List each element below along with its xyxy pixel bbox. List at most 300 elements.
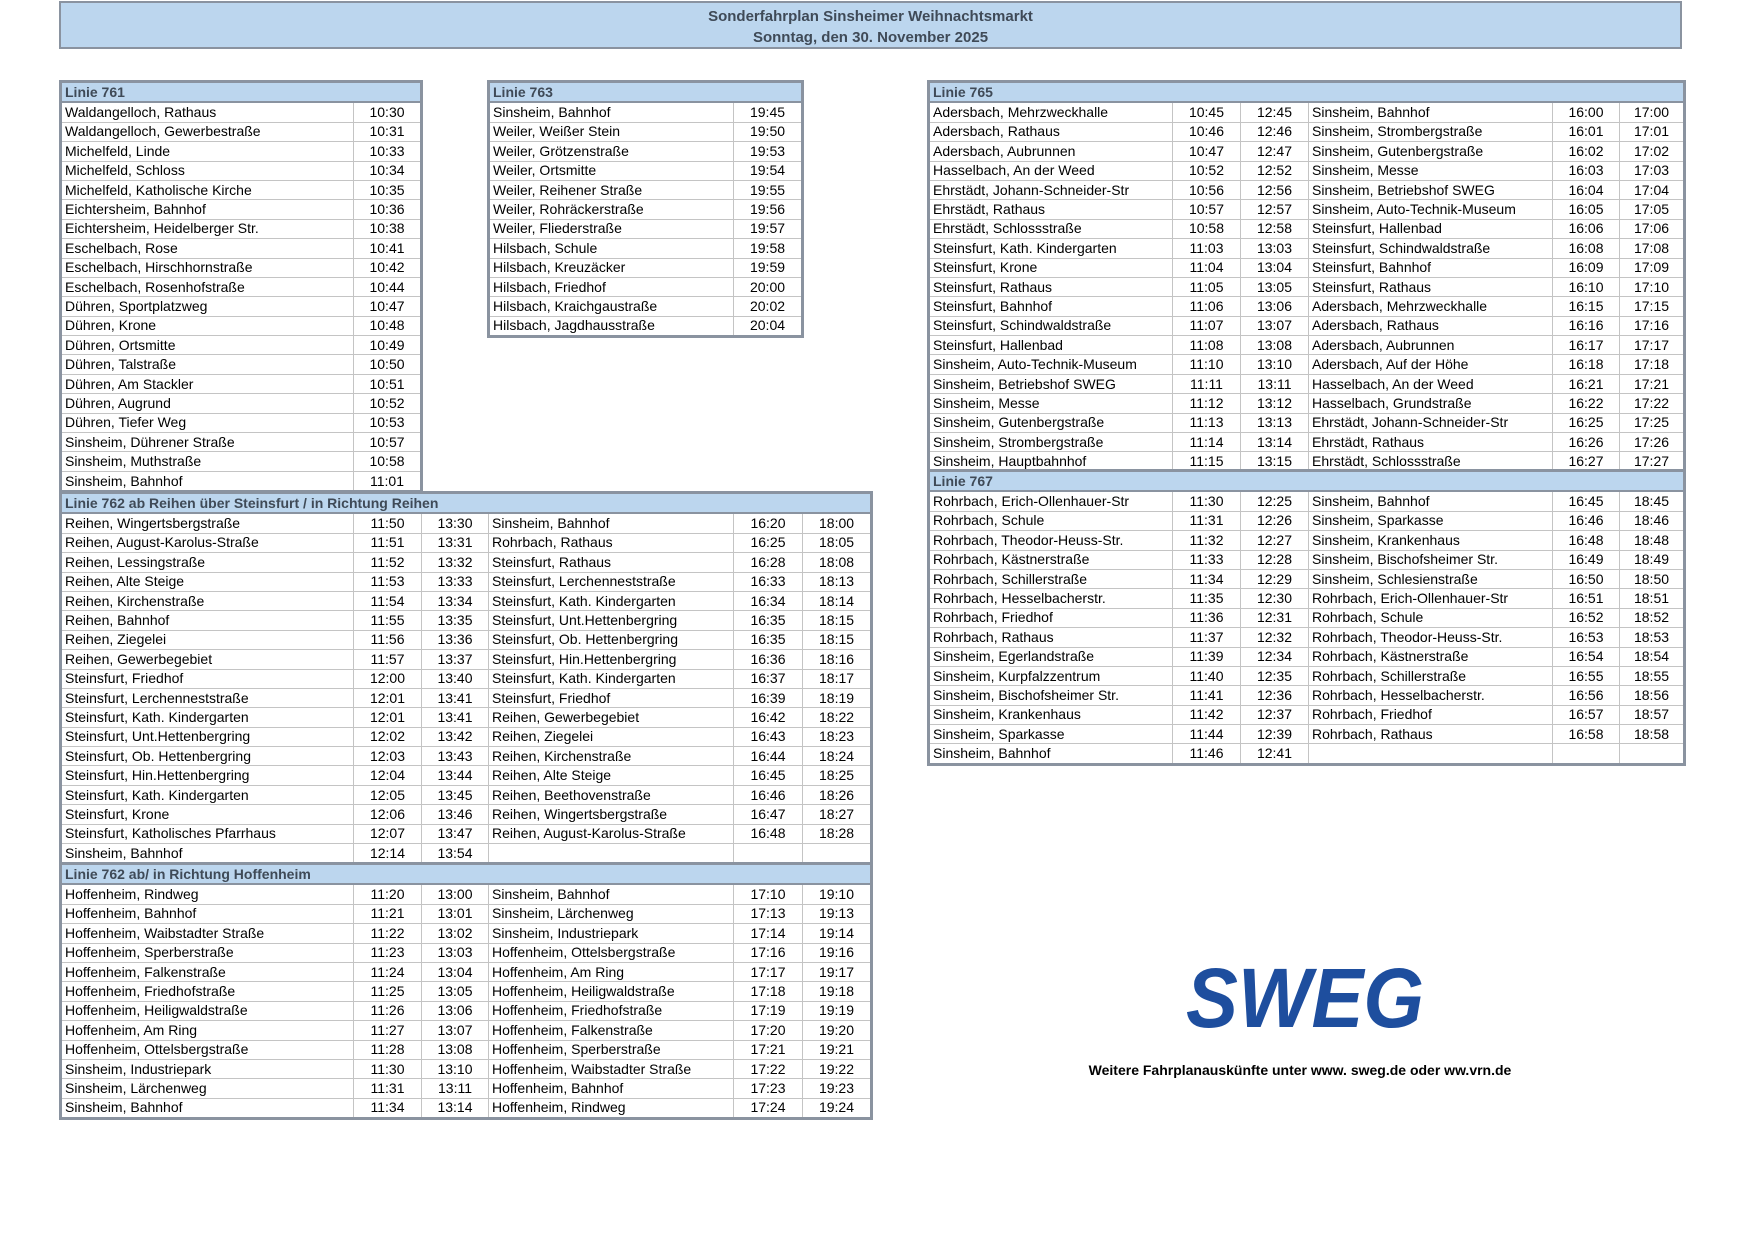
departure-time [734,844,803,864]
departure-time: 13:46 [422,805,489,824]
departure-time: 18:28 [803,824,872,843]
table-row [929,316,1685,335]
table-row [929,180,1685,199]
departure-time: 16:34 [734,591,803,610]
departure-time: 18:14 [803,591,872,610]
departure-time: 18:55 [1620,666,1685,685]
stop-name: Rohrbach, Schule [1309,608,1553,627]
departure-time: 18:46 [1620,511,1685,530]
departure-time: 18:22 [803,708,872,727]
departure-time: 18:13 [803,572,872,591]
departure-time: 11:22 [354,924,422,943]
stop-name: Dühren, Ortsmitte [61,336,354,355]
stop-name: Hoffenheim, Heiligwaldstraße [61,1001,354,1020]
departure-time: 16:46 [734,785,803,804]
departure-time: 17:24 [734,1098,803,1118]
departure-time: 12:04 [354,766,422,785]
table-title: Linie 765 [929,82,1685,103]
departure-time: 11:06 [1173,297,1241,316]
stop-name: Ehrstädt, Rathaus [929,200,1173,219]
departure-time: 10:31 [354,122,422,141]
stop-name: Sinsheim, Betriebshof SWEG [1309,180,1553,199]
departure-time: 18:17 [803,669,872,688]
departure-time: 19:45 [734,102,803,122]
departure-time: 10:56 [1173,180,1241,199]
table-row [489,102,803,122]
departure-time: 12:05 [354,785,422,804]
stop-name: Steinsfurt, Kath. Kindergarten [61,785,354,804]
table-row [61,336,422,355]
departure-time: 11:24 [354,962,422,981]
departure-time: 12:00 [354,669,422,688]
stop-name: Hoffenheim, Waibstadter Straße [489,1059,734,1078]
table-header-row [61,864,872,885]
departure-time: 10:48 [354,316,422,335]
stop-name: Steinsfurt, Schindwaldstraße [929,316,1173,335]
stop-name: Sinsheim, Strombergstraße [929,433,1173,452]
departure-time: 16:20 [734,513,803,533]
departure-time: 13:02 [422,924,489,943]
stop-name: Sinsheim, Gutenbergstraße [1309,142,1553,161]
departure-time: 10:50 [354,355,422,374]
stop-name: Sinsheim, Krankenhaus [1309,531,1553,550]
departure-time: 13:44 [422,766,489,785]
stop-name: Weiler, Rohräckerstraße [489,200,734,219]
departure-time: 17:14 [734,924,803,943]
stop-name: Hoffenheim, Bahnhof [61,904,354,923]
stop-name: Waldangelloch, Rathaus [61,102,354,122]
departure-time: 10:33 [354,142,422,161]
departure-time: 16:54 [1553,647,1620,666]
stop-name: Ehrstädt, Rathaus [1309,433,1553,452]
departure-time: 17:16 [734,943,803,962]
stop-name: Dühren, Augrund [61,394,354,413]
table-row [489,161,803,180]
departure-time: 18:08 [803,553,872,572]
departure-time: 12:37 [1241,705,1309,724]
departure-time: 13:43 [422,747,489,766]
stop-name: Hoffenheim, Am Ring [489,962,734,981]
departure-time: 11:27 [354,1021,422,1040]
stop-name: Steinsfurt, Friedhof [61,669,354,688]
stop-name: Rohrbach, Schillerstraße [1309,666,1553,685]
departure-time: 17:25 [1620,413,1685,432]
departure-time: 11:31 [354,1079,422,1098]
stop-name: Sinsheim, Bahnhof [1309,491,1553,511]
departure-time: 12:07 [354,824,422,843]
departure-time: 18:19 [803,688,872,707]
departure-time: 10:51 [354,374,422,393]
table-row [929,355,1685,374]
table-row [61,844,872,864]
departure-time: 13:03 [1241,239,1309,258]
departure-time: 16:49 [1553,550,1620,569]
table-row [929,550,1685,569]
stop-name: Weiler, Weißer Stein [489,122,734,141]
table-row [929,258,1685,277]
departure-time: 16:27 [1553,452,1620,472]
departure-time: 17:18 [1620,355,1685,374]
table-row [929,161,1685,180]
table-row [929,433,1685,452]
departure-time: 19:56 [734,200,803,219]
departure-time: 13:47 [422,824,489,843]
stop-name: Hasselbach, An der Weed [1309,374,1553,393]
departure-time: 19:59 [734,258,803,277]
stop-name: Sinsheim, Bischofsheimer Str. [1309,550,1553,569]
departure-time: 10:58 [1173,219,1241,238]
stop-name: Dühren, Am Stackler [61,374,354,393]
departure-time: 11:39 [1173,647,1241,666]
table-row [61,904,872,923]
stop-name: Sinsheim, Schlesienstraße [1309,569,1553,588]
departure-time: 19:53 [734,142,803,161]
table-row [489,297,803,316]
departure-time: 18:51 [1620,589,1685,608]
stop-name: Steinsfurt, Hallenbad [1309,219,1553,238]
stop-name: Sinsheim, Sparkasse [1309,511,1553,530]
departure-time: 20:04 [734,316,803,336]
departure-time: 17:10 [734,884,803,904]
stop-name: Reihen, Kirchenstraße [489,747,734,766]
departure-time: 13:42 [422,727,489,746]
departure-time [803,844,872,864]
stop-name: Ehrstädt, Johann-Schneider-Str [929,180,1173,199]
departure-time: 12:02 [354,727,422,746]
stop-name: Hoffenheim, Waibstadter Straße [61,924,354,943]
table-row [61,824,872,843]
stop-name: Hoffenheim, Bahnhof [489,1079,734,1098]
departure-time: 12:03 [354,747,422,766]
stop-name: Steinsfurt, Kath. Kindergarten [489,591,734,610]
stop-name: Sinsheim, Bahnhof [61,844,354,864]
departure-time: 11:25 [354,982,422,1001]
table-title: Linie 762 ab/ in Richtung Hoffenheim [61,864,872,885]
stop-name: Weiler, Reihener Straße [489,180,734,199]
departure-time: 11:35 [1173,589,1241,608]
table-row [929,725,1685,744]
stop-name: Hoffenheim, Falkenstraße [489,1021,734,1040]
table-row [929,239,1685,258]
departure-time: 16:48 [1553,531,1620,550]
table-row [489,277,803,296]
departure-time: 16:10 [1553,277,1620,296]
stop-name: Sinsheim, Bahnhof [61,1098,354,1118]
departure-time: 11:52 [354,553,422,572]
stop-name: Eschelbach, Hirschhornstraße [61,258,354,277]
departure-time: 16:42 [734,708,803,727]
stop-name: Sinsheim, Bahnhof [489,513,734,533]
departure-time: 18:57 [1620,705,1685,724]
departure-time: 12:41 [1241,744,1309,764]
table-row [929,744,1685,764]
stop-name: Steinsfurt, Hin.Hettenbergring [489,650,734,669]
stop-name: Steinsfurt, Kath. Kindergarten [489,669,734,688]
departure-time: 16:51 [1553,589,1620,608]
departure-time: 13:30 [422,513,489,533]
stop-name: Steinsfurt, Hin.Hettenbergring [61,766,354,785]
departure-time: 16:28 [734,553,803,572]
departure-time: 10:53 [354,413,422,432]
stop-name: Reihen, Ziegelei [489,727,734,746]
table-row [929,219,1685,238]
table-row [61,394,422,413]
stop-name: Adersbach, Auf der Höhe [1309,355,1553,374]
departure-time: 11:03 [1173,239,1241,258]
timetable-linie-761 [59,80,423,493]
sweg-logo-text: SWEG [1186,963,1424,1035]
departure-time: 18:16 [803,650,872,669]
table-title: Linie 761 [61,82,422,103]
departure-time: 16:26 [1553,433,1620,452]
table-row [61,962,872,981]
stop-name: Steinsfurt, Ob. Hettenbergring [489,630,734,649]
departure-time: 19:16 [803,943,872,962]
departure-time: 13:31 [422,533,489,552]
departure-time: 11:34 [354,1098,422,1118]
departure-time: 17:17 [1620,336,1685,355]
table-row [61,239,422,258]
stop-name: Eichtersheim, Heidelberger Str. [61,219,354,238]
departure-time: 18:48 [1620,531,1685,550]
departure-time: 10:41 [354,239,422,258]
departure-time: 19:50 [734,122,803,141]
stop-name: Sinsheim, Sparkasse [929,725,1173,744]
departure-time: 11:42 [1173,705,1241,724]
table-row [929,277,1685,296]
departure-time: 19:17 [803,962,872,981]
departure-time: 17:26 [1620,433,1685,452]
departure-time: 16:55 [1553,666,1620,685]
departure-time: 17:02 [1620,142,1685,161]
departure-time: 11:33 [1173,550,1241,569]
stop-name: Steinsfurt, Ob. Hettenbergring [61,747,354,766]
departure-time: 11:37 [1173,628,1241,647]
stop-name: Hilsbach, Schule [489,239,734,258]
stop-name: Sinsheim, Bahnhof [489,102,734,122]
stop-name: Michelfeld, Schloss [61,161,354,180]
departure-time: 13:32 [422,553,489,572]
departure-time: 19:21 [803,1040,872,1059]
stop-name: Dühren, Talstraße [61,355,354,374]
departure-time: 18:27 [803,805,872,824]
stop-name: Michelfeld, Katholische Kirche [61,180,354,199]
table-row [61,316,422,335]
table-header-row [929,82,1685,103]
stop-name: Adersbach, Aubrunnen [929,142,1173,161]
departure-time: 13:41 [422,688,489,707]
departure-time: 16:02 [1553,142,1620,161]
departure-time: 13:08 [1241,336,1309,355]
stop-name: Sinsheim, Industriepark [61,1059,354,1078]
stop-name: Hilsbach, Jagdhausstraße [489,316,734,336]
departure-time: 16:09 [1553,258,1620,277]
departure-time: 20:02 [734,297,803,316]
table-row [929,200,1685,219]
departure-time: 12:28 [1241,550,1309,569]
table-row [61,355,422,374]
table-row [61,943,872,962]
departure-time: 11:34 [1173,569,1241,588]
departure-time: 16:03 [1553,161,1620,180]
departure-time: 10:35 [354,180,422,199]
stop-name: Sinsheim, Gutenbergstraße [929,413,1173,432]
departure-time: 13:36 [422,630,489,649]
table-row [61,650,872,669]
departure-time: 11:41 [1173,686,1241,705]
departure-time: 18:56 [1620,686,1685,705]
stop-name: Sinsheim, Hauptbahnhof [929,452,1173,472]
table-row [61,413,422,432]
table-row [61,1001,872,1020]
table-row [61,1040,872,1059]
departure-time: 17:00 [1620,102,1685,122]
table-row [61,1079,872,1098]
table-row [61,727,872,746]
departure-time: 16:15 [1553,297,1620,316]
stop-name: Steinsfurt, Lerchenneststraße [489,572,734,591]
table-row [929,297,1685,316]
table-row [489,180,803,199]
departure-time: 11:51 [354,533,422,552]
stop-name: Rohrbach, Friedhof [1309,705,1553,724]
table-row [929,531,1685,550]
departure-time: 12:45 [1241,102,1309,122]
departure-time: 16:39 [734,688,803,707]
stop-name: Sinsheim, Auto-Technik-Museum [1309,200,1553,219]
departure-time: 10:47 [1173,142,1241,161]
table-row [929,705,1685,724]
stop-name: Sinsheim, Bahnhof [1309,102,1553,122]
departure-time: 17:21 [1620,374,1685,393]
table-row [61,669,872,688]
departure-time: 16:58 [1553,725,1620,744]
departure-time: 11:13 [1173,413,1241,432]
departure-time: 16:35 [734,630,803,649]
table-row [61,766,872,785]
departure-time: 13:03 [422,943,489,962]
table-title: Linie 767 [929,471,1685,492]
departure-time: 18:52 [1620,608,1685,627]
stop-name: Sinsheim, Bahnhof [929,744,1173,764]
departure-time: 16:18 [1553,355,1620,374]
stop-name: Sinsheim, Messe [929,394,1173,413]
departure-time: 19:22 [803,1059,872,1078]
departure-time: 11:57 [354,650,422,669]
departure-time: 16:46 [1553,511,1620,530]
table-row [61,630,872,649]
table-row [61,572,872,591]
departure-time: 19:10 [803,884,872,904]
stop-name: Hoffenheim, Friedhofstraße [61,982,354,1001]
departure-time: 18:49 [1620,550,1685,569]
table-row [61,982,872,1001]
table-row [61,122,422,141]
table-row [929,374,1685,393]
stop-name [489,844,734,864]
table-title: Linie 762 ab Reihen über Steinsfurt / in Richtung Reihen [61,493,872,514]
stop-name: Steinsfurt, Kath. Kindergarten [929,239,1173,258]
table-row [61,924,872,943]
departure-time: 18:58 [1620,725,1685,744]
stop-name: Eichtersheim, Bahnhof [61,200,354,219]
stop-name: Reihen, Gewerbegebiet [489,708,734,727]
departure-time: 13:07 [1241,316,1309,335]
departure-time: 17:05 [1620,200,1685,219]
stop-name: Sinsheim, Kurpfalzzentrum [929,666,1173,685]
table-row [929,569,1685,588]
departure-time: 13:07 [422,1021,489,1040]
departure-time [1553,744,1620,764]
stop-name: Rohrbach, Schillerstraße [929,569,1173,588]
departure-time: 11:12 [1173,394,1241,413]
stop-name: Hasselbach, Grundstraße [1309,394,1553,413]
departure-time: 16:25 [734,533,803,552]
departure-time: 18:26 [803,785,872,804]
stop-name: Sinsheim, Dührener Straße [61,433,354,452]
departure-time: 17:22 [734,1059,803,1078]
table-row [489,122,803,141]
stop-name: Steinsfurt, Unt.Hettenbergring [489,611,734,630]
departure-time: 13:06 [422,1001,489,1020]
departure-time: 16:33 [734,572,803,591]
departure-time: 16:36 [734,650,803,669]
table-row [929,628,1685,647]
departure-time: 13:12 [1241,394,1309,413]
table-row [929,413,1685,432]
departure-time: 12:01 [354,708,422,727]
departure-time: 18:53 [1620,628,1685,647]
table-row [61,747,872,766]
departure-time: 12:29 [1241,569,1309,588]
departure-time: 10:45 [1173,102,1241,122]
departure-time: 11:15 [1173,452,1241,472]
departure-time: 13:01 [422,904,489,923]
departure-time: 11:46 [1173,744,1241,764]
stop-name: Sinsheim, Bischofsheimer Str. [929,686,1173,705]
departure-time: 13:41 [422,708,489,727]
stop-name: Rohrbach, Erich-Ollenhauer-Str [929,491,1173,511]
table-row [929,336,1685,355]
table-row [61,785,872,804]
table-row [489,239,803,258]
stop-name: Steinsfurt, Katholisches Pfarrhaus [61,824,354,843]
stop-name: Dühren, Krone [61,316,354,335]
stop-name [1309,744,1553,764]
departure-time: 16:50 [1553,569,1620,588]
departure-time: 12:31 [1241,608,1309,627]
stop-name: Rohrbach, Kästnerstraße [1309,647,1553,666]
departure-time: 16:06 [1553,219,1620,238]
departure-time: 11:20 [354,884,422,904]
departure-time: 11:05 [1173,277,1241,296]
departure-time: 16:43 [734,727,803,746]
stop-name: Sinsheim, Strombergstraße [1309,122,1553,141]
departure-time: 10:52 [1173,161,1241,180]
table-row [929,511,1685,530]
departure-time: 20:00 [734,277,803,296]
stop-name: Sinsheim, Lärchenweg [61,1079,354,1098]
timetable-linie-767 [927,469,1686,766]
table-row [61,884,872,904]
table-row [61,219,422,238]
departure-time: 10:57 [1173,200,1241,219]
stop-name: Reihen, Wingertsbergstraße [61,513,354,533]
departure-time: 12:30 [1241,589,1309,608]
stop-name: Hilsbach, Kreuzäcker [489,258,734,277]
departure-time: 17:10 [1620,277,1685,296]
table-row [929,122,1685,141]
